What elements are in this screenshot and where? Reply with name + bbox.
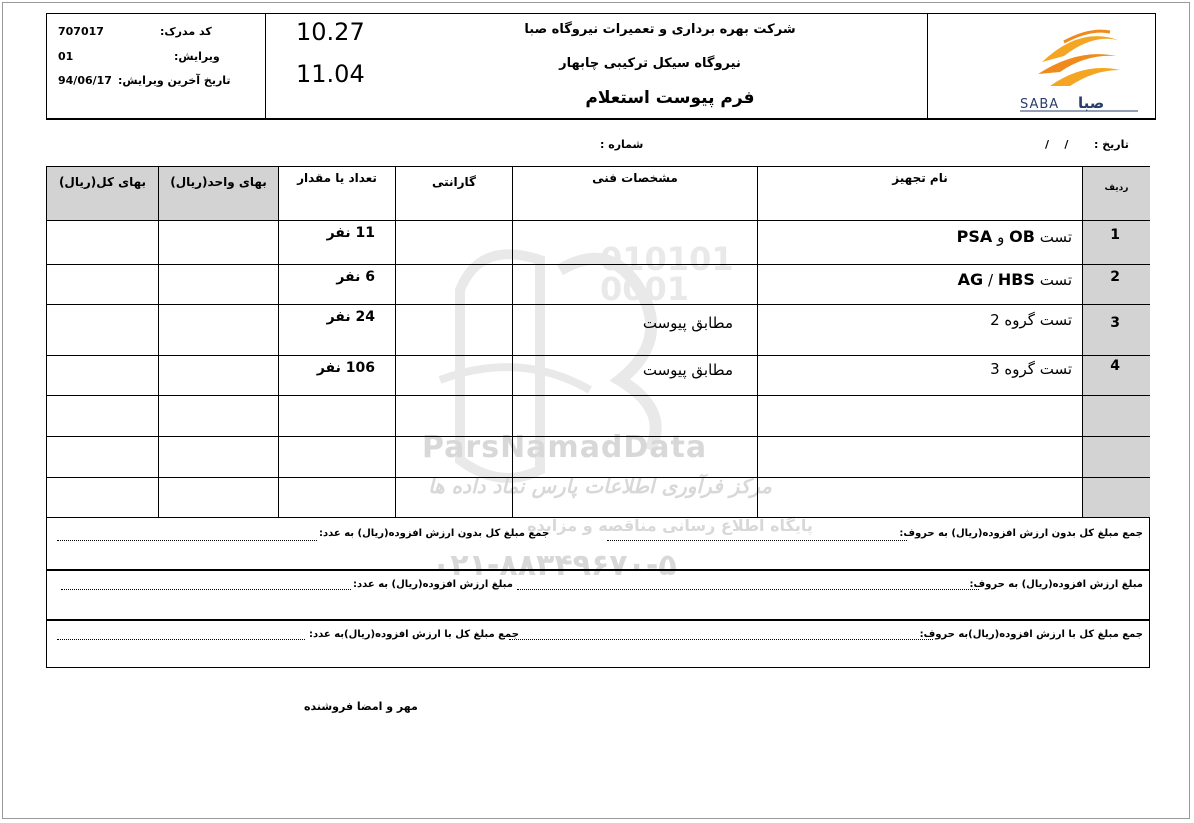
cell-warranty xyxy=(395,355,512,395)
total-with-vat-digits-field xyxy=(57,639,305,640)
cell-spec xyxy=(512,264,757,304)
item-code: AG xyxy=(957,270,984,289)
cell-warranty xyxy=(395,264,512,304)
cell-unit xyxy=(158,220,278,264)
cell-qty: 24 نفر xyxy=(278,304,395,355)
th-row: ردیف xyxy=(1082,167,1150,220)
cell-spec xyxy=(512,436,757,477)
table-row xyxy=(47,395,158,436)
table-row xyxy=(47,355,158,395)
date-label: تاریخ : xyxy=(1094,138,1129,151)
total-with-vat-digits-label: جمع مبلغ کل با ارزش افزوده(ریال)به عدد: xyxy=(309,629,519,640)
table-row xyxy=(47,304,158,355)
svg-text:SABA: SABA xyxy=(1020,97,1060,112)
cell-warranty xyxy=(395,477,512,518)
item-code: PSA xyxy=(956,227,993,246)
cell-name xyxy=(757,395,1082,436)
item-conj: / xyxy=(987,271,994,289)
cell-unit xyxy=(158,355,278,395)
th-qty: تعداد یا مقدار xyxy=(278,167,395,220)
th-spec: مشخصات فنی xyxy=(512,167,757,220)
cell-row-no: 2 xyxy=(1082,264,1150,304)
vat-box xyxy=(46,570,1150,620)
vat-words-label: مبلغ ارزش افزوده(ریال) به حروف: xyxy=(969,579,1143,590)
item-code: HBS xyxy=(997,270,1035,289)
cell-spec: مطابق پیوست xyxy=(512,355,757,395)
cell-warranty xyxy=(395,220,512,264)
last-revision-label: تاریخ آخرین ویرایش: xyxy=(118,74,231,87)
total-without-vat-words-label: جمع مبلغ کل بدون ارزش افزوده(ریال) به حروف: xyxy=(899,528,1143,539)
cell-name: تست گروه 3 xyxy=(757,355,1082,395)
total-with-vat-words-label: جمع مبلغ کل با ارزش افزوده(ریال)به حروف: xyxy=(919,629,1143,640)
revision-label: ویرایش: xyxy=(174,50,220,63)
table-row xyxy=(47,477,158,518)
cell-qty xyxy=(278,477,395,518)
cell-unit xyxy=(158,436,278,477)
vat-digits-field xyxy=(61,589,351,590)
revision-value: 01 xyxy=(58,50,74,63)
cell-name xyxy=(757,436,1082,477)
company-logo xyxy=(1020,22,1140,114)
doc-code-label: کد مدرک: xyxy=(160,25,212,38)
cell-qty xyxy=(278,436,395,477)
watermark-brand: ParsNamadData xyxy=(422,430,708,465)
watermark-line1: مرکز فرآوری اطلاعات پارس نماد داده ها xyxy=(428,474,772,498)
cell-name xyxy=(757,220,1082,264)
cell-row-no xyxy=(1082,395,1150,436)
cell-spec: مطابق پیوست xyxy=(512,304,757,355)
item-text: تست xyxy=(1039,271,1072,289)
th-total-price: بهای کل(ریال) xyxy=(47,167,158,220)
svg-text:0001: 0001 xyxy=(600,270,690,308)
company-name: شرکت بهره برداری و تعمیرات نیروگاه صبا xyxy=(524,22,796,37)
total-without-vat-words-field xyxy=(607,540,907,541)
watermark-phone: ۰۲۱-۸۸۳۴۹۶۷۰-۵ xyxy=(432,548,677,583)
item-conj: و xyxy=(997,228,1005,246)
last-revision-value: 94/06/17 xyxy=(58,74,112,87)
saba-logo-icon xyxy=(1020,22,1140,114)
items-table xyxy=(46,166,1150,518)
table-row xyxy=(47,264,158,304)
cell-qty: 6 نفر xyxy=(278,264,395,304)
cell-qty: 11 نفر xyxy=(278,220,395,264)
svg-text:صبا: صبا xyxy=(1078,94,1105,112)
number-label: شماره : xyxy=(600,138,644,151)
total-without-vat-digits-field xyxy=(57,540,317,541)
vat-digits-label: مبلغ ارزش افزوده(ریال) به عدد: xyxy=(353,579,513,590)
cell-row-no xyxy=(1082,436,1150,477)
date-value: / / xyxy=(1045,138,1069,151)
total-without-vat-box xyxy=(46,517,1150,570)
cell-qty: 106 نفر xyxy=(278,355,395,395)
total-without-vat-digits-label: جمع مبلغ کل بدون ارزش افزوده(ریال) به عدد: xyxy=(319,528,550,539)
cell-warranty xyxy=(395,304,512,355)
header-divider-left xyxy=(265,14,266,118)
cell-unit xyxy=(158,395,278,436)
cell-spec xyxy=(512,395,757,436)
cell-name xyxy=(757,264,1082,304)
item-code: OB xyxy=(1009,227,1035,246)
total-with-vat-words-field xyxy=(509,639,933,640)
cell-unit xyxy=(158,304,278,355)
th-name: نام تجهیز xyxy=(757,167,1082,220)
cell-unit xyxy=(158,264,278,304)
header-number-bottom: 11.04 xyxy=(296,60,365,88)
cell-name xyxy=(757,477,1082,518)
cell-unit xyxy=(158,477,278,518)
cell-name: تست گروه 2 xyxy=(757,304,1082,355)
cell-row-no: 4 xyxy=(1082,355,1150,395)
th-warranty: گارانتی xyxy=(395,167,512,220)
cell-warranty xyxy=(395,395,512,436)
plant-name: نیروگاه سیکل ترکیبی چابهار xyxy=(559,56,741,71)
cell-qty xyxy=(278,395,395,436)
cell-spec xyxy=(512,220,757,264)
seller-signature-label: مهر و امضا فروشنده xyxy=(304,700,418,713)
total-with-vat-box xyxy=(46,620,1150,668)
cell-row-no: 3 xyxy=(1082,304,1150,355)
cell-row-no: 1 xyxy=(1082,220,1150,264)
header-number-top: 10.27 xyxy=(296,18,365,46)
cell-warranty xyxy=(395,436,512,477)
table-row xyxy=(47,220,158,264)
header-divider-right xyxy=(927,14,928,118)
vat-words-field xyxy=(517,589,979,590)
form-title: فرم پیوست استعلام xyxy=(585,88,755,108)
th-unit-price: بهای واحد(ریال) xyxy=(158,167,278,220)
item-text: تست xyxy=(1039,228,1072,246)
doc-code-value: 707017 xyxy=(58,25,104,38)
svg-text:010101: 010101 xyxy=(600,240,734,278)
cell-spec xyxy=(512,477,757,518)
table-row xyxy=(47,436,158,477)
cell-row-no xyxy=(1082,477,1150,518)
watermark-line2: پایگاه اطلاع رسانی مناقصه و مزایده xyxy=(527,516,813,535)
